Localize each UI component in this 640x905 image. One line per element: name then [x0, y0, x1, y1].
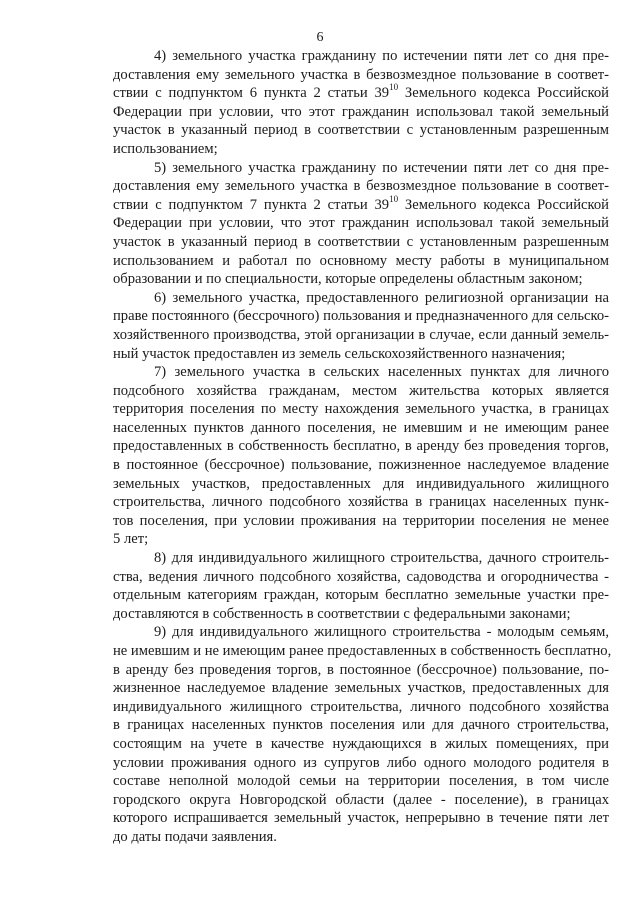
text-line: городского округа Новгородской области (далее - поселение), в границах [113, 791, 609, 808]
text-line: составе неполной молодой семьи на территории поселения, в том числе [113, 773, 609, 790]
text-line: доставления ему земельного участка в безвозмездное пользование в соответ- [113, 178, 609, 195]
text-line: отдельным категориям граждан, которым бесплатно земельные участки пре- [113, 587, 609, 604]
text-line: индивидуального жилищного строительства, личного подсобного хозяйства [113, 698, 609, 715]
text-line: 6) земельного участка, предоставленного религиозной организации на [154, 289, 609, 306]
text-line: которого испрашивается земельный участок, непрерывно в течение пяти лет [113, 810, 609, 827]
text-line: 5 лет; [113, 531, 149, 548]
text-line: строительства, личного подсобного хозяйства в границах населенных пунк- [113, 494, 609, 511]
list-item-4 [113, 47, 609, 159]
text-line: использованием; [113, 140, 218, 157]
text-line: не имевшим и не имеющим ранее предоставленных в собственность бесплатно, [113, 643, 612, 659]
text-line: земельных участков, предоставленных для индивидуального жилищного [113, 475, 609, 492]
text-line: состоящим на учете в качестве нуждающихся в жилых помещениях, при [113, 735, 609, 752]
superscript: 10 [389, 82, 399, 93]
text-line: ства, ведения личного подсобного хозяйства, садоводства и огородничества - [113, 568, 609, 585]
text-line: до даты подачи заявления. [113, 828, 277, 845]
text-line: в аренду без проведения торгов, в постоянное (бессрочное) пользование, по- [113, 661, 609, 678]
text-line: использованием и работал по основному месту работы в муниципальном [113, 252, 609, 269]
text-line: ный участок предоставлен из земель сельскохозяйственного назначения; [113, 345, 566, 362]
list-item-5 [113, 159, 609, 289]
text-line: 5) земельного участка гражданину по истечении пяти лет со дня пре- [154, 159, 609, 176]
superscript: 10 [389, 193, 399, 204]
document-body [113, 47, 612, 847]
list-item-7 [113, 363, 609, 549]
list-item-9 [113, 623, 612, 846]
text-line: хозяйственного производства, этой организации в случае, если данный земель- [113, 326, 609, 343]
text-line: доставления ему земельного участка в безвозмездное пользование в соответ- [113, 66, 609, 83]
text-line: территория поселения по месту нахождения земельного участка, в границах [113, 401, 609, 418]
list-item-8 [113, 549, 609, 623]
text-line: ствии с подпунктом 6 пункта 2 статьи $39^{10}$ Земельного кодекса Российской [113, 82, 609, 102]
text-line: в постоянное (бессрочное) пользование, пожизненное наследуемое владение [113, 457, 609, 474]
text-line: участок в указанный период в соответствии с установленным разрешенным [113, 233, 609, 250]
text-line: условии проживания одного из супругов либо одного молодого родителя в [113, 754, 609, 771]
text-line: 8) для индивидуального жилищного строительства, дачного строитель- [154, 550, 609, 567]
text-line: жизненное наследуемое владение земельных участков, предоставленных для [113, 680, 609, 697]
text-line: образовании и по специальности, которые определены областным законом; [113, 271, 583, 288]
text-line: участок в указанный период в соответствии с установленным разрешенным [113, 122, 609, 139]
text-line: 9) для индивидуального жилищного строительства - молодым семьям, [154, 624, 609, 641]
text-line: праве постоянного (бессрочного) пользования и предназначенного для сельско- [113, 308, 609, 325]
text-line: Федерации при условии, что этот гражданин использовал такой земельный [113, 103, 609, 120]
text-line: 4) земельного участка гражданину по истечении пяти лет со дня пре- [154, 48, 609, 64]
page-number: 6 [316, 30, 324, 45]
text-line: доставляются в собственность в соответствии с федеральными законами; [113, 605, 571, 622]
text-line: предоставленных в собственность бесплатно, в аренду без проведения торгов, [113, 438, 609, 455]
text-line: тов поселения, при условии проживания на территории поселения не менее [113, 512, 609, 529]
text-line: населенных пунктов данного поселения, не имевшим и не имеющим ранее [113, 419, 609, 436]
text-line: в границах населенных пунктов поселения или для дачного строительства, [113, 717, 609, 734]
list-item-6 [113, 289, 609, 363]
text-line: ствии с подпунктом 7 пункта 2 статьи $39^{10}$ Земельного кодекса Российской [113, 193, 609, 213]
text-line: 7) земельного участка в сельских населенных пунктах для личного [154, 364, 609, 381]
text-line: Федерации при условии, что этот гражданин использовал такой земельный [113, 215, 609, 232]
text-line: подсобного хозяйства гражданам, местом жительства которых является [113, 382, 609, 399]
